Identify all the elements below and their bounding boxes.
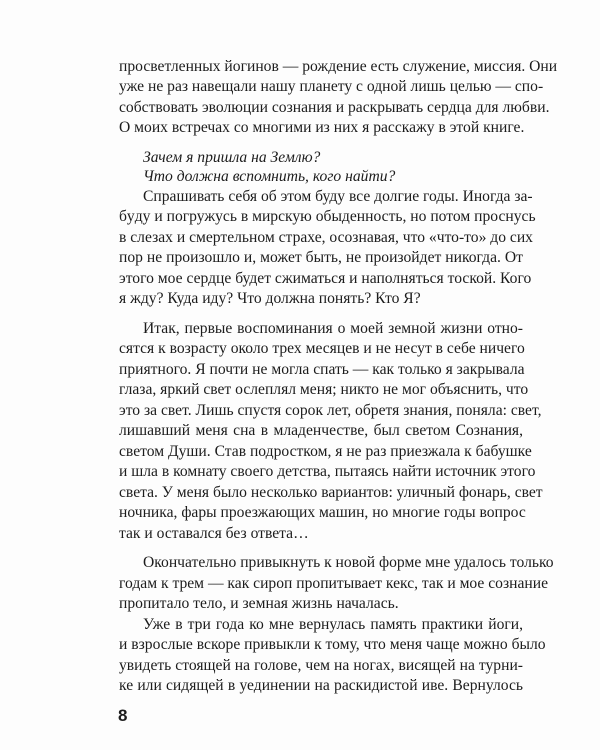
text-line: Уже в три года ко мне вернулась память практики йоги,	[143, 615, 523, 633]
text-line: бyду и погружусь в мирскую обыденность, но потом проснусь	[119, 208, 536, 226]
text-line: пор не произошло и, может быть, не произойдет никогда. От	[119, 249, 523, 267]
text-line: я жду? Куда иду? Что должна понять? Кто Я?	[119, 290, 421, 308]
text-line: Итак, первые воспоминания о моей земной жизни отно-	[143, 319, 523, 337]
text-line: в слезах и смертельном страхе, осознавая, что «что-то» до сих	[119, 228, 533, 246]
text-line: собствовать эволюции сознания и раскрывать сердца для любви.	[119, 98, 550, 116]
text-line: просветленных йогинов — рождение есть служение, миссия. Они	[119, 57, 558, 75]
text-line: света. У меня было несколько вариантов: уличный фонарь, свет	[119, 483, 543, 501]
text-line: Окончательно привыкнуть к новой форме мне удалось только	[143, 554, 554, 572]
page-number: 8	[118, 706, 128, 725]
text-line: и шла в комнату своего детства, пытаясь найти источник этого	[119, 463, 536, 481]
text-line: и взрослые вскоре привыкли к тому, что меня чаще можно было	[119, 636, 546, 654]
text-line: Спрашивать себя об этом буду все долгие годы. Иногда за-	[143, 187, 533, 205]
text-line: уже не раз навещали нашу планету с одной лишь целью — спо-	[119, 78, 544, 96]
text-line: это за свет. Лишь спустя сорок лет, обретя знания, поняла: свет,	[119, 401, 542, 419]
text-line: пропитало тело, и земная жизнь началась.	[119, 595, 399, 613]
text-line: ке или сидящей в уединении на раскидистой иве. Вернулось	[119, 677, 523, 694]
text-line: глаза, яркий свет ослеплял меня; никто не мог объяснить, что	[119, 381, 529, 399]
text-line: приятного. Я почти не могла спать — как только я закрывала	[119, 360, 525, 378]
text-line: сятся к возрасту около трех месяцев и не несут в себе ничего	[119, 340, 525, 358]
text-line: светом Души. Став подростком, я не раз приезжала к бабушке	[119, 442, 532, 460]
text-line: О моих встречах со многими из них я расскажу в этой книге.	[119, 119, 525, 137]
question-line: Зачем я пришла на Землю?	[143, 148, 321, 166]
text-line: ночника, фары проезжающих машин, но многие годы вопрос	[119, 504, 526, 522]
text-line: так и оставался без ответа…	[119, 524, 309, 542]
text-line: увидеть стоящей на голове, чем на ногах, висящей на турни-	[119, 656, 523, 674]
text-line: годам к трем — как сироп пропитывает кекс, так и мое сознание	[119, 574, 548, 592]
question-line: Что должна вспомнить, кого найти?	[143, 168, 396, 186]
text-line: лишавший меня сна в младенчестве, был светом Сознания,	[119, 422, 523, 440]
text-line: этого мое сердце будет сжиматься и наполняться тоской. Кого	[119, 269, 532, 287]
